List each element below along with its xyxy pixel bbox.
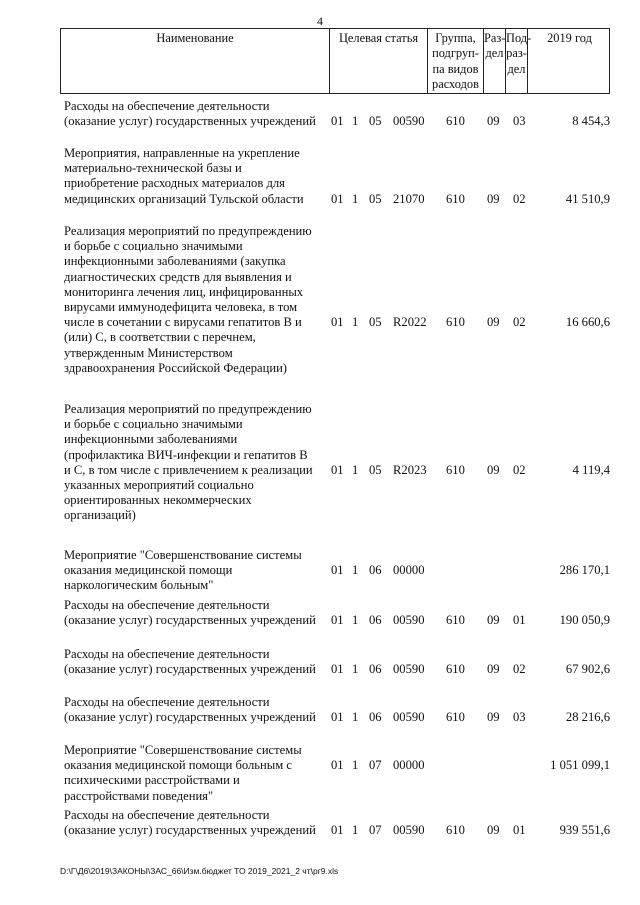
row-name-line: (оказание услуг) государственных учреждений xyxy=(64,710,316,725)
target-article-part2: 1 xyxy=(352,462,359,477)
subsection-value: 03 xyxy=(513,710,526,725)
row-name-line: числе в сочетании с вирусами гепатитов В и xyxy=(64,315,302,330)
header-name: Наименование xyxy=(156,31,234,45)
subsection-value: 01 xyxy=(513,823,526,838)
target-article-part1: 01 xyxy=(331,662,344,677)
row-name-line: Мероприятие "Совершенствование системы xyxy=(64,743,302,757)
section-value: 09 xyxy=(487,315,500,330)
expense-group-value: 610 xyxy=(446,662,465,677)
row-name xyxy=(64,598,326,628)
amount-value: 41 510,9 xyxy=(565,191,610,206)
row-name xyxy=(64,224,326,376)
row-name xyxy=(64,99,326,129)
row-name-line: оказания медицинской помощи больным с xyxy=(64,758,292,773)
row-name-line: расстройствами поведения" xyxy=(64,788,214,803)
target-article-part1: 01 xyxy=(331,563,344,578)
row-name-line: Мероприятия, направленные на укрепление xyxy=(64,146,300,160)
row-name-line: Расходы на обеспечение деятельности xyxy=(64,647,270,661)
row-name xyxy=(64,695,326,725)
row-name-line: инфекционными заболеваниями xyxy=(64,432,238,447)
row-name-line: Расходы на обеспечение деятельности xyxy=(64,808,270,822)
row-name-line: медицинских организаций Тульской области xyxy=(64,191,304,206)
row-name xyxy=(64,808,326,838)
target-article-part4: R2022 xyxy=(393,315,427,330)
row-name-line: (оказание услуг) государственных учреждений xyxy=(64,823,316,838)
target-article-part2: 1 xyxy=(352,710,359,725)
row-name-line: утвержденным Министерством xyxy=(64,345,233,360)
subsection-value: 02 xyxy=(513,315,526,330)
expense-group-value: 610 xyxy=(446,710,465,725)
row-name-line: наркологическим больным" xyxy=(64,578,214,593)
subsection-value: 02 xyxy=(513,662,526,677)
target-article-part3: 05 xyxy=(369,114,382,129)
row-name-line: ориентированных некоммерческих xyxy=(64,493,252,508)
target-article-part2: 1 xyxy=(352,613,359,628)
target-article-part4: 00590 xyxy=(393,662,425,677)
table-header xyxy=(60,28,610,94)
row-name-line: Расходы на обеспечение деятельности xyxy=(64,99,270,113)
section-value: 09 xyxy=(487,662,500,677)
header-year: 2019 год xyxy=(527,29,611,93)
target-article-part4: 00590 xyxy=(393,823,425,838)
target-article-part1: 01 xyxy=(331,191,344,206)
row-name-line: (оказание услуг) государственных учреждений xyxy=(64,662,316,677)
header-expense-group: Группа, подгруп- па видов расходов xyxy=(427,29,483,93)
row-name xyxy=(64,647,326,677)
target-article-part3: 06 xyxy=(369,710,382,725)
header-target-article: Целевая статья xyxy=(329,29,427,93)
subsection-value: 02 xyxy=(513,462,526,477)
subsection-value: 01 xyxy=(513,613,526,628)
target-article-part4: 00590 xyxy=(393,710,425,725)
target-article-part4: 00590 xyxy=(393,114,425,129)
target-article-part3: 07 xyxy=(369,758,382,773)
expense-group-value: 610 xyxy=(446,114,465,129)
target-article-part1: 01 xyxy=(331,462,344,477)
row-name-line: приобретение расходных материалов для xyxy=(64,176,285,191)
amount-value: 190 050,9 xyxy=(559,613,610,628)
row-name-line: материально-технической базы и xyxy=(64,161,242,176)
expense-group-value: 610 xyxy=(446,613,465,628)
amount-value: 67 902,6 xyxy=(565,662,610,677)
row-name-line: мониторинга лечения лиц, инфицированных xyxy=(64,284,304,299)
section-value: 09 xyxy=(487,823,500,838)
row-name-line: Реализация мероприятий по предупреждению xyxy=(64,224,312,238)
target-article-part3: 05 xyxy=(369,315,382,330)
target-article-part3: 05 xyxy=(369,462,382,477)
row-name-line: психическими расстройствами и xyxy=(64,773,240,788)
target-article-part1: 01 xyxy=(331,114,344,129)
row-name xyxy=(64,743,326,804)
expense-group-value: 610 xyxy=(446,191,465,206)
amount-value: 8 454,3 xyxy=(572,114,610,129)
target-article-part1: 01 xyxy=(331,710,344,725)
row-name xyxy=(64,548,326,594)
amount-value: 1 051 099,1 xyxy=(550,758,610,773)
section-value: 09 xyxy=(487,710,500,725)
subsection-value: 03 xyxy=(513,114,526,129)
target-article-part2: 1 xyxy=(352,191,359,206)
target-article-part1: 01 xyxy=(331,758,344,773)
target-article-part1: 01 xyxy=(331,823,344,838)
row-name-line: указанных мероприятий социально xyxy=(64,478,254,493)
target-article-part3: 07 xyxy=(369,823,382,838)
file-path-footer: D:\Г\Д6\2019\ЗАКОНЫ\ЗАС_66\Изм.бюджет ТО 2019_2021_2 чт\рг9.xls xyxy=(60,866,339,876)
amount-value: 4 119,4 xyxy=(572,462,610,477)
target-article-part4: 00590 xyxy=(393,613,425,628)
section-value: 09 xyxy=(487,114,500,129)
row-name-line: (профилактика ВИЧ-инфекции и гепатитов В xyxy=(64,447,308,462)
subsection-value: 02 xyxy=(513,191,526,206)
row-name-line: организаций) xyxy=(64,508,136,523)
target-article-part2: 1 xyxy=(352,315,359,330)
expense-group-value: 610 xyxy=(446,315,465,330)
row-name-line: Расходы на обеспечение деятельности xyxy=(64,598,270,612)
row-name-line: и борьбе с социально значимыми xyxy=(64,239,243,254)
target-article-part2: 1 xyxy=(352,563,359,578)
row-name-line: (или) С, в соответствии с перечнем, xyxy=(64,330,256,345)
row-name-line: оказания медицинской помощи xyxy=(64,563,233,578)
target-article-part3: 06 xyxy=(369,613,382,628)
target-article-part1: 01 xyxy=(331,315,344,330)
row-name xyxy=(64,146,326,207)
row-name-line: (оказание услуг) государственных учреждений xyxy=(64,613,316,628)
amount-value: 16 660,6 xyxy=(565,315,610,330)
amount-value: 28 216,6 xyxy=(565,710,610,725)
row-name-line: и С, в том числе с привлечением к реализации xyxy=(64,462,313,477)
row-name-line: здравоохранения Российской Федерации) xyxy=(64,360,287,375)
section-value: 09 xyxy=(487,613,500,628)
amount-value: 939 551,6 xyxy=(559,823,610,838)
amount-value: 286 170,1 xyxy=(559,563,610,578)
target-article-part4: 21070 xyxy=(393,191,425,206)
row-name-line: инфекционными заболеваниями (закупка xyxy=(64,254,286,269)
target-article-part3: 06 xyxy=(369,563,382,578)
header-subsection: Под- раз- дел xyxy=(505,29,527,93)
expense-group-value: 610 xyxy=(446,823,465,838)
page-number: 4 xyxy=(317,14,323,28)
row-name-line: диагностических средств для выявления и xyxy=(64,269,292,284)
target-article-part3: 06 xyxy=(369,662,382,677)
row-name-line: Мероприятие "Совершенствование системы xyxy=(64,548,302,562)
row-name-line: и борьбе с социально значимыми xyxy=(64,417,243,432)
target-article-part4: 00000 xyxy=(393,758,425,773)
target-article-part2: 1 xyxy=(352,662,359,677)
header-section: Раз- дел xyxy=(483,29,505,93)
target-article-part3: 05 xyxy=(369,191,382,206)
target-article-part4: 00000 xyxy=(393,563,425,578)
row-name-line: Реализация мероприятий по предупреждению xyxy=(64,402,312,416)
row-name-line: вирусами иммунодефицита человека, в том xyxy=(64,300,298,315)
target-article-part1: 01 xyxy=(331,613,344,628)
target-article-part2: 1 xyxy=(352,823,359,838)
target-article-part2: 1 xyxy=(352,114,359,129)
expense-group-value: 610 xyxy=(446,462,465,477)
target-article-part4: R2023 xyxy=(393,462,427,477)
row-name-line: (оказание услуг) государственных учреждений xyxy=(64,114,316,129)
section-value: 09 xyxy=(487,191,500,206)
row-name-line: Расходы на обеспечение деятельности xyxy=(64,695,270,709)
row-name xyxy=(64,402,326,524)
section-value: 09 xyxy=(487,462,500,477)
target-article-part2: 1 xyxy=(352,758,359,773)
